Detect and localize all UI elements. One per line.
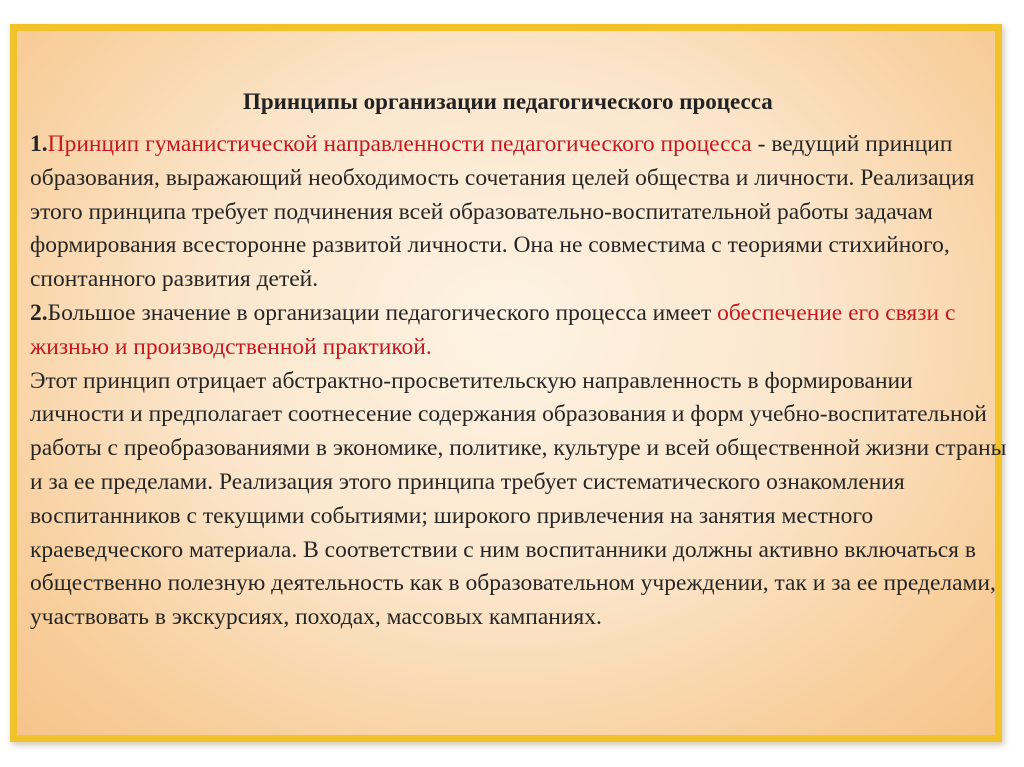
principle-2-intro: Большое значение в организации педагогического процесса имеет (47, 299, 712, 326)
slide-body (30, 128, 1010, 635)
principle-1-text: ведущий принцип образования, выражающий необходимость сочетания целей общества и личности. Реализация этого принципа требует подчинения всей образовательно-воспитательной работы задачам формирования всесторонне развитой личности. Она не совместима с теориями стихийного, спонтанного развития детей. (30, 131, 975, 293)
principle-2-number: 2. (30, 299, 48, 326)
principle-2-intro-paragraph (30, 297, 1010, 365)
principle-1-dash: - (751, 131, 766, 157)
slide-frame (10, 24, 1007, 742)
principle-1-number: 1. (30, 131, 48, 157)
principle-1-heading: Принцип гуманистической направленности педагогического процесса (47, 131, 752, 157)
principle-2-heading: обеспечение его связи с жизнью и производственной практикой. (30, 299, 956, 360)
principle-1-paragraph (30, 128, 1010, 297)
slide-title: Принципы организации педагогического процесса (243, 89, 773, 114)
principle-2-paragraph: Этот принцип отрицает абстрактно-просветительскую направленность в формировании личности и предполагает соотнесение содержания образования и форм учебно-воспитательной работы с преобразованиями в экономике, политике, культуре и всей общественной жизни страны и за ее пределами. Реализация этого принципа требует систематического ознакомления воспитанников с текущими событиями; широкого привлечения на занятия местного краеведческого материала. В соответствии с ним воспитанники должны активно включаться в общественно полезную деятельность как в образовательном учреждении, так и за ее пределами, участвовать в экскурсиях, походах, массовых кампаниях. (30, 367, 1007, 631)
